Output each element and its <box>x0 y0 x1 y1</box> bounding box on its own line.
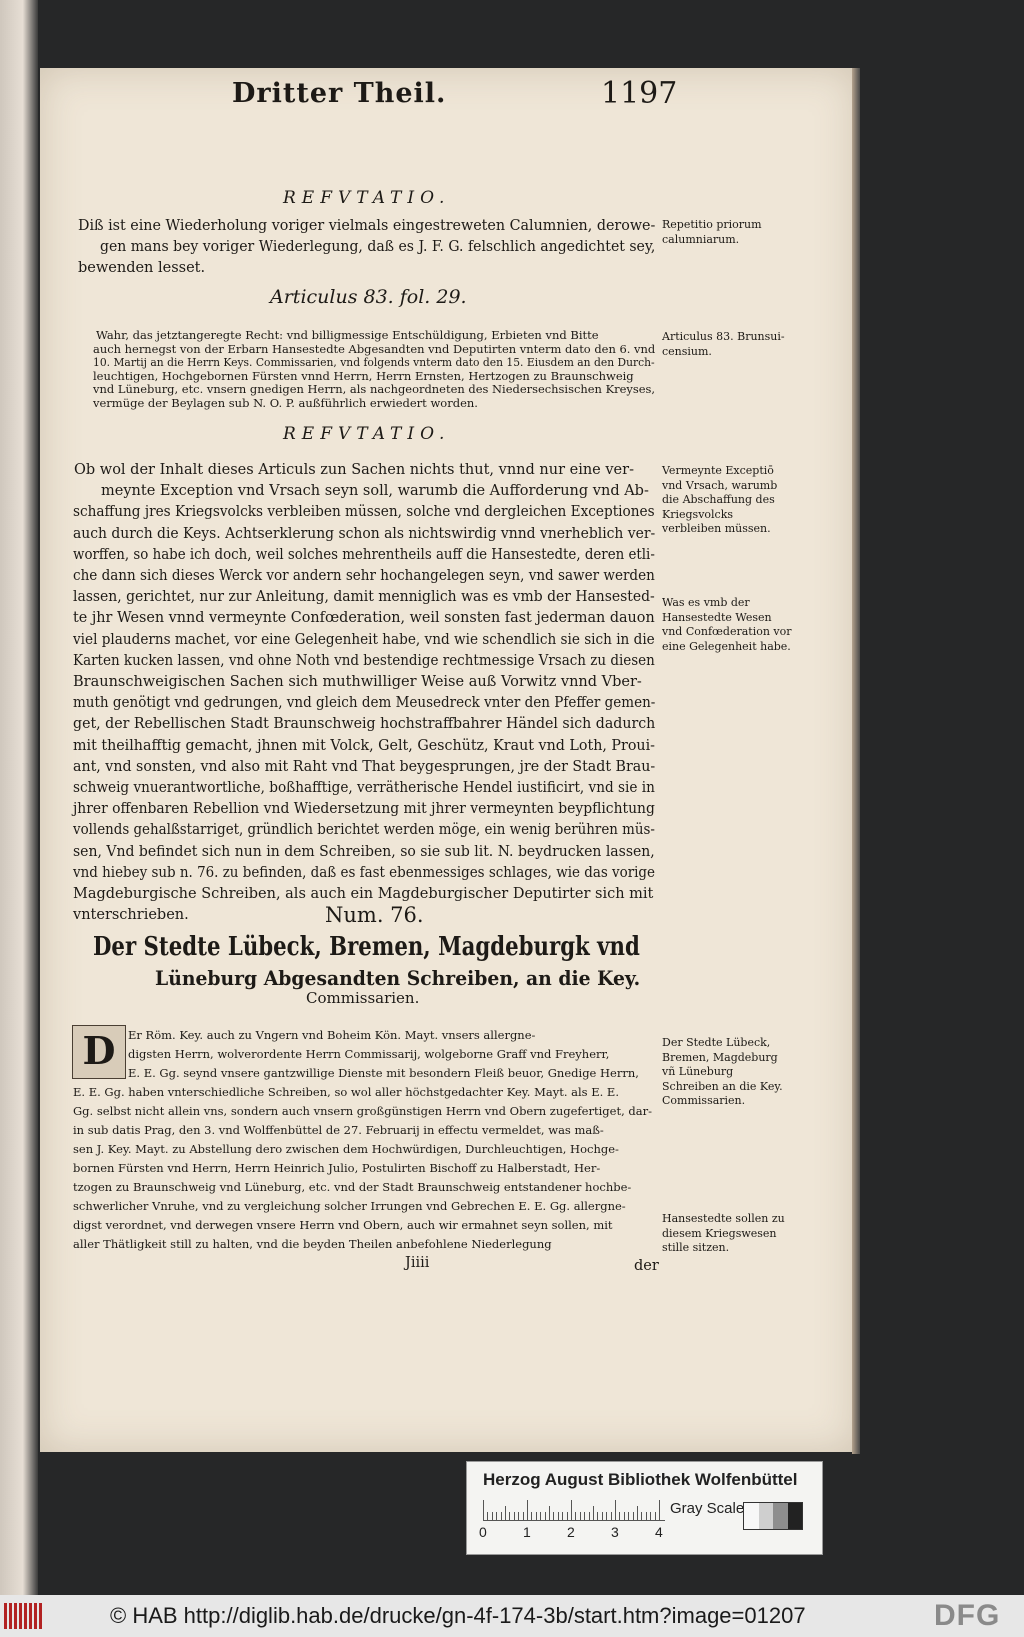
text-line: ant, vnd sonsten, vnd also mit Raht vnd That beygesprungen, jre der Stadt Brau- <box>73 758 656 775</box>
text-line: worffen, so habe ich doch, weil solches mehrentheils auff die Hansestedte, deren etli- <box>73 546 655 563</box>
ruler-number: 0 <box>479 1524 487 1540</box>
ruler-tick <box>527 1500 528 1520</box>
section-title-line-2: Lüneburg Abgesandten Schreiben, an die Key. <box>155 966 641 990</box>
text-line: vnd Lüneburg, etc. vnsern gnedigen Herrn, als nachgeordneten des Niedersechsischen Kreyses, <box>93 382 656 396</box>
text-line: vollends gehalßstarriget, gründlich berichtet werden möge, ein wenig berühren müs- <box>73 822 655 839</box>
text-line: Magdeburgische Schreiben, als auch ein Magdeburgischer Deputirter sich mit <box>73 886 654 902</box>
text-line: E. E. Gg. haben vnterschiedliche Schreiben, so wol aller höchstgedachter Key. Mayt. als E. E. <box>73 1085 619 1099</box>
running-head: Dritter Theil. <box>232 78 447 109</box>
ruler-tick <box>602 1512 603 1520</box>
section-title-line-1: Der Stedte Lübeck, Bremen, Magdeburgk vnd <box>93 932 640 962</box>
text-line: 10. Martij an die Herrn Keys. Commissarien, vnd folgends vnterm dato den 15. Eiusdem an den Durch- <box>93 355 655 369</box>
text-line: bornen Fürsten vnd Herrn, Herrn Heinrich Julio, Postulirten Bischoff zu Halberstadt, Her- <box>73 1161 601 1175</box>
ruler-tick <box>505 1506 506 1520</box>
viewer-footer <box>0 1595 1024 1637</box>
text-line: schwerlicher Vnruhe, vnd zu vergleichung solcher Irrungen vnd Gebrechen E. E. Gg. allergne- <box>73 1199 626 1213</box>
ruler-tick <box>641 1512 642 1520</box>
text-line: meynte Exception vnd Vrsach seyn soll, warumb die Aufforderung vnd Ab- <box>101 483 649 500</box>
text-line: te jhr Wesen vnnd vermeynte Confœderation, weil sonsten fast jederman dauon <box>73 610 655 627</box>
footer-source-link[interactable]: © HAB http://diglib.hab.de/drucke/gn-4f-174-3b/start.htm?image=01207 <box>110 1603 806 1628</box>
article-heading: Articulus 83. fol. 29. <box>270 286 467 308</box>
ruler-tick <box>562 1512 563 1520</box>
ruler-tick <box>650 1512 651 1520</box>
ruler-number: 2 <box>567 1524 575 1540</box>
ruler-tick <box>615 1500 616 1520</box>
gray-scale-label: Gray Scale <box>670 1500 745 1517</box>
ruler-tick <box>558 1512 559 1520</box>
text-line: auch hernegst von der Erbarn Hansestedte Abgesandten vnd Deputirten vnterm dato den 6. vnd <box>93 341 656 356</box>
adjacent-page-edge <box>0 0 38 1595</box>
text-line: get, der Rebellischen Stadt Braunschweig hochstraffbahrer Händel sich dadurch <box>73 716 656 733</box>
text-line: vermüge der Beylagen sub N. O. P. außführlich erwiedert worden. <box>93 395 478 410</box>
ruler-tick <box>553 1512 554 1520</box>
text-line: lassen, gerichtet, nur zur Anleitung, damit menniglich was es vmb der Hansested- <box>73 589 655 606</box>
ruler-tick <box>637 1506 638 1520</box>
text-line: sen J. Key. Mayt. zu Abstellung dero zwischen dem Hochwürdigen, Durchleuchtigen, Hochge- <box>73 1142 619 1156</box>
margin-note: Hansestedte sollen zu diesem Kriegswesen stille sitzen. <box>662 1212 785 1254</box>
text-line: gen mans bey voriger Wiederlegung, daß es J. F. G. felschlich angedichtet sey, <box>100 239 656 255</box>
text-line: digst verordnet, vnd derwegen vnsere Herrn vnd Obern, auch wir ermahnet seyn sollen, mit <box>73 1218 613 1232</box>
text-line: muth genötigt vnd gedrungen, vnd gleich dem Meusedreck vnter den Pfeffer gemen- <box>73 695 656 712</box>
text-line: aller Thätligkeit still zu halten, vnd die beyden Theilen anbefohlene Niederlegung <box>73 1237 552 1251</box>
ruler-number: 3 <box>611 1524 619 1540</box>
ruler-tick <box>589 1512 590 1520</box>
margin-note: Der Stedte Lübeck, Bremen, Magdeburg vñ Lüneburg Schreiben an die Key. Commissarien. <box>662 1036 783 1107</box>
text-line: E. E. Gg. seynd vnsere gantzwillige Dienste mit besondern Fleiß beuor, Gnedige Herrn, <box>128 1066 639 1080</box>
refutatio-heading-1: REFVTATIO. <box>283 188 451 208</box>
ruler-tick <box>545 1512 546 1520</box>
text-line: auch durch die Keys. Achtserklerung schon als nichtswirdig vnnd vnerheblich ver- <box>73 525 656 542</box>
ruler-tick <box>597 1512 598 1520</box>
num-76-label: Num. 76. <box>325 903 424 927</box>
ruler-number: 1 <box>523 1524 531 1540</box>
ruler-tick <box>580 1512 581 1520</box>
text-line: sen, Vnd befindet sich nun in dem Schreiben, so sie sub lit. N. beydrucken lassen, <box>73 843 655 860</box>
text-line: in sub datis Prag, den 3. vnd Wolffenbüttel de 27. Februarij in effectu vermeldet, was maß- <box>73 1123 604 1137</box>
text-line: Er Röm. Key. auch zu Vngern vnd Boheim Kön. Mayt. vnsers allergne- <box>128 1028 536 1042</box>
gray-scale-swatch <box>743 1502 803 1530</box>
text-line: bewenden lesset. <box>78 260 206 276</box>
text-line: Gg. selbst nicht allein vns, sondern auch vnsern großgünstigen Herrn vnd Obern zugefertiget, dar- <box>73 1104 652 1118</box>
ruler-tick <box>514 1512 515 1520</box>
ruler-number: 4 <box>655 1524 663 1540</box>
text-line: Ob wol der Inhalt dieses Articuls zun Sachen nichts thut, vnnd nur eine ver- <box>74 462 634 478</box>
library-color-card <box>466 1461 823 1555</box>
text-line: Karten kucken lassen, vnd ohne Noth vnd bestendige rechtmessige Vrsach zu diesen <box>73 652 655 669</box>
ruler-tick <box>523 1512 524 1520</box>
refutatio-heading-2: REFVTATIO. <box>283 424 451 444</box>
ruler-tick <box>659 1500 660 1520</box>
text-line: tzogen zu Braunschweig vnd Lüneburg, etc. vnd der Stadt Braunschweig entstandener hochbe- <box>73 1180 632 1194</box>
text-line: Braunschweigischen Sachen sich muthwilliger Weise auß Vorwitz vnnd Vber- <box>73 674 642 690</box>
text-line: digsten Herrn, wolverordente Herrn Commissarij, wolgeborne Graff vnd Freyherr, <box>128 1047 610 1061</box>
ruler-tick <box>619 1512 620 1520</box>
section-title-line-3: Commissarien. <box>306 989 420 1007</box>
ruler-tick <box>593 1506 594 1520</box>
ruler-tick <box>655 1512 656 1520</box>
margin-note: Repetitio priorum calumniarum. <box>662 218 762 246</box>
text-line: schweig vnuerantwortliche, boßhafftige, verrätherische Hendel iustificirt, vnd sie in <box>73 780 655 796</box>
scale-ruler <box>483 1498 665 1521</box>
text-line: Wahr, das jetztangeregte Recht: vnd billigmessige Entschüldigung, Erbieten vnd Bitte <box>96 328 599 342</box>
ruler-tick <box>549 1506 550 1520</box>
catchword: der <box>634 1258 659 1274</box>
ruler-tick <box>624 1512 625 1520</box>
text-line: vnterschrieben. <box>73 907 189 924</box>
margin-note: Was es vmb der Hansestedte Wesen vnd Confœderation vor eine Gelegenheit habe. <box>662 596 792 653</box>
ruler-tick <box>487 1512 488 1520</box>
ruler-tick <box>531 1512 532 1520</box>
ruler-tick <box>483 1500 484 1520</box>
page-edge-shadow <box>852 68 860 1454</box>
ruler-tick <box>633 1512 634 1520</box>
ruler-tick <box>628 1512 629 1520</box>
ruler-tick <box>571 1500 572 1520</box>
text-line: schaffung jres Kriegsvolcks verbleiben müssen, solche vnd dergleichen Exceptiones <box>73 504 655 521</box>
text-line: vnd hiebey sub n. 76. zu befinden, daß es fast ebenmessiges schlages, wie das vorige <box>73 864 655 881</box>
dfg-logo: DFG <box>934 1599 1001 1632</box>
text-line: mit theilhafftig gemacht, jhnen mit Volck, Gelt, Geschütz, Kraut vnd Loth, Proui- <box>73 737 655 754</box>
text-line: viel plauderns machet, vor eine Gelegenheit habe, vnd wie schendlich sie sich in die <box>73 631 655 648</box>
ruler-tick <box>540 1512 541 1520</box>
ruler-tick <box>611 1512 612 1520</box>
ruler-tick <box>492 1512 493 1520</box>
ruler-tick <box>646 1512 647 1520</box>
text-line: che dann sich dieses Werck vor andern sehr hochangelegen seyn, vnd sawer werden <box>73 568 655 584</box>
ruler-tick <box>501 1512 502 1520</box>
signature-mark: Jiiii <box>405 1255 430 1271</box>
ruler-tick <box>584 1512 585 1520</box>
text-line: Diß ist eine Wiederholung voriger vielmals eingestreweten Calumnien, derowe- <box>78 218 656 234</box>
library-name: Herzog August Bibliothek Wolfenbüttel <box>483 1470 798 1489</box>
ruler-tick <box>567 1512 568 1520</box>
decorated-initial: D <box>72 1025 126 1079</box>
text-line: jhrer offenbaren Rebellion vnd Wiedersetzung mit jhrer vermeynten beypflichtung <box>73 801 655 818</box>
ruler-tick <box>575 1512 576 1520</box>
ruler-tick <box>496 1512 497 1520</box>
ruler-tick <box>509 1512 510 1520</box>
margin-note: Vermeynte Exceptiō vnd Vrsach, warumb die Abschaffung des Kriegsvolcks verbleiben müssen. <box>662 464 778 535</box>
ruler-tick <box>606 1512 607 1520</box>
hab-barcode-logo <box>4 1603 46 1629</box>
margin-note: Articulus 83. Brunsui-censium. <box>662 330 785 358</box>
page-number: 1197 <box>601 76 678 111</box>
ruler-tick <box>518 1512 519 1520</box>
text-line: leuchtigen, Hochgebornen Fürsten vnnd Herrn, Herrn Ernsten, Hertzogen zu Braunschweig <box>93 368 634 383</box>
ruler-tick <box>536 1512 537 1520</box>
